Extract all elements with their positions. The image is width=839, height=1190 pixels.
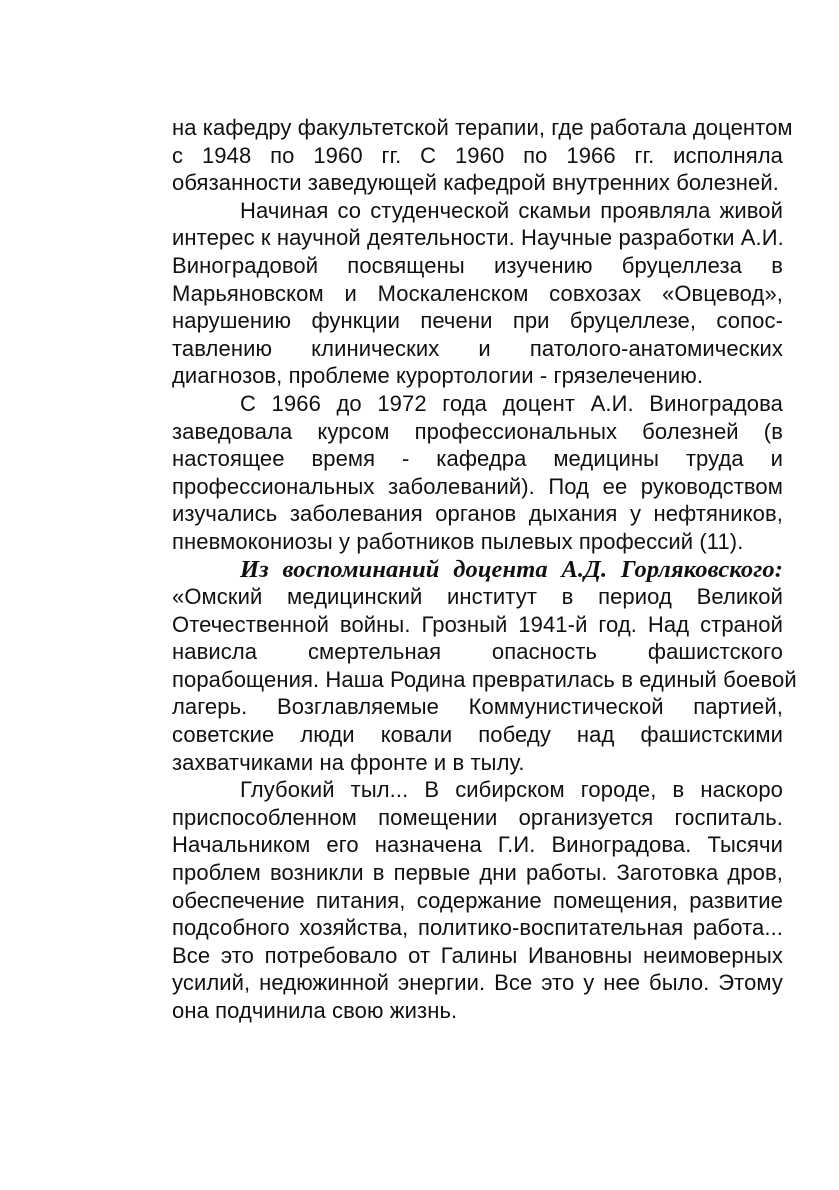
text-line: диагнозов, проблеме курортологии - грязелечению. (172, 363, 704, 389)
text-line: с 1948 по 1960 гг. С 1960 по 1966 гг. исполняла (172, 142, 783, 168)
text-line: порабощения. Наша Родина превратилась в единый боевой (172, 666, 797, 692)
text-line: интерес к научной деятельности. Научные разработки А.И. (172, 225, 784, 251)
text-line: обеспечение питания, содержание помещения, развитие (172, 887, 783, 913)
text-line: Марьяновском и Москаленском совхозах «Овцевод», (172, 280, 783, 306)
text-line: Отечественной войны. Грозный 1941-й год. Над страной (172, 611, 783, 637)
text-line: захватчиками на фронте и в тылу. (172, 749, 525, 775)
text-line: изучались заболевания органов дыхания у нефтяников, (172, 501, 783, 527)
text-line: лагерь. Возглавляемые Коммунистической партией, (172, 694, 783, 720)
text-line: настоящее время - кафедра медицины труда и (172, 446, 783, 472)
text-line: обязанности заведующей кафедрой внутренних болезней. (172, 170, 779, 196)
text-line: усилий, недюжинной энергии. Все это у нее было. Этому (172, 970, 783, 996)
paragraph-memoir (172, 555, 797, 777)
text-line: Все это потребовало от Галины Ивановны неимоверных (172, 942, 783, 968)
text-line: нависла смертельная опасность фашистского (172, 639, 783, 665)
text-line: С 1966 до 1972 года доцент А.И. Виноградова (240, 390, 783, 416)
text-line: Начиная со студенческой скамьи проявляла живой (240, 197, 783, 223)
text-line: нарушению функции печени при бруцеллезе, сопос- (172, 308, 783, 334)
paragraph-research (172, 197, 783, 390)
text-line: на кафедру факультетской терапии, где работала доцентом (172, 115, 793, 140)
paragraph-course-head (172, 390, 783, 556)
text-line: профессиональных заболеваний). Под ее руководством (172, 473, 783, 499)
text-line: советские люди ковали победу над фашистскими (172, 722, 783, 748)
text-line: она подчинила свою жизнь. (172, 998, 458, 1023)
paragraph-hospital (172, 776, 783, 1024)
text-line: Виноградовой посвящены изучению бруцеллеза в (172, 252, 783, 278)
memoir-heading: Из воспоминаний доцента А.Д. Горляковского: (240, 555, 783, 583)
paragraph-career (172, 114, 793, 197)
text-line: приспособленном помещении организуется госпиталь. (172, 804, 783, 830)
text-line: Глубокий тыл... В сибирском городе, в наскоро (240, 777, 783, 803)
document-page (172, 114, 797, 1025)
text-line: проблем возникли в первые дни работы. Заготовка дров, (172, 860, 783, 886)
text-line: «Омский медицинский институт в период Великой (172, 584, 783, 610)
text-line: тавлению клинических и патолого-анатомических (172, 335, 783, 361)
text-line: Начальником его назначена Г.И. Виноградова. Тысячи (172, 832, 783, 858)
text-line: заведовала курсом профессиональных болезней (в (172, 418, 783, 444)
text-line: подсобного хозяйства, политико-воспитательная работа... (172, 915, 783, 941)
text-line: пневмокониозы у работников пылевых профессий (11). (172, 528, 744, 554)
